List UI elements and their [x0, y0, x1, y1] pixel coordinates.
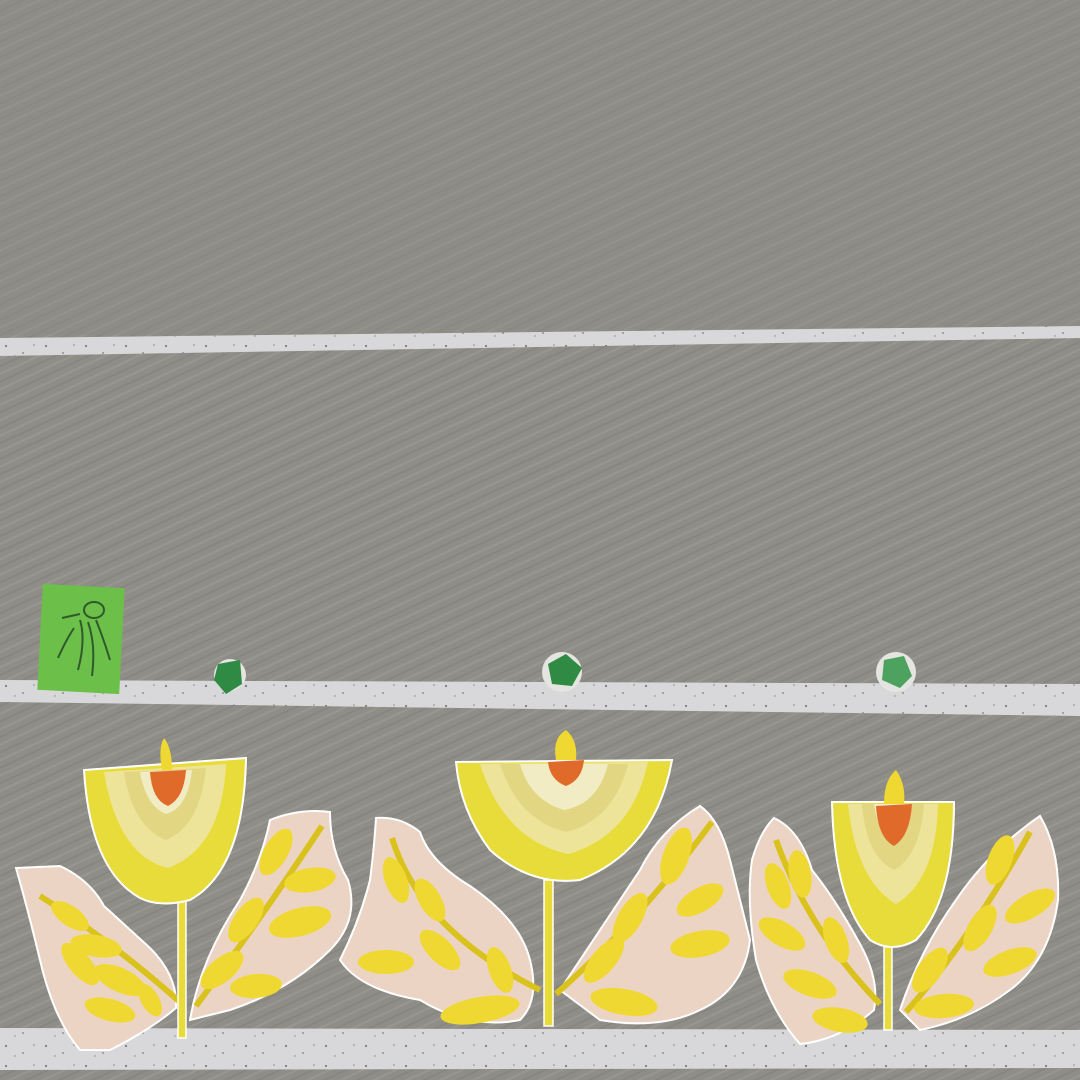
bottom-stripe	[0, 1028, 1080, 1070]
bud-3	[876, 652, 916, 692]
green-bird-tag	[37, 584, 124, 694]
bud-2	[542, 652, 582, 692]
upper-paper-tone	[0, 0, 1080, 335]
